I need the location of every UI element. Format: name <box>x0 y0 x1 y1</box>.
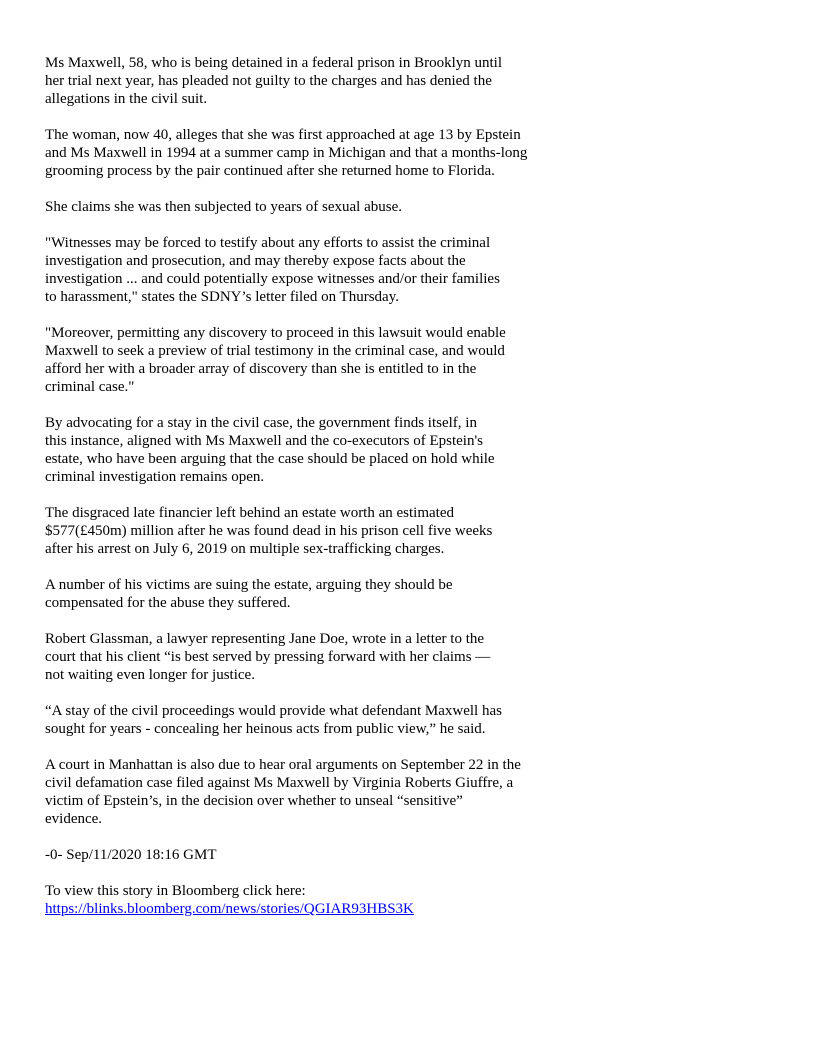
paragraph-line: allegations in the civil suit. <box>45 91 208 107</box>
article-paragraph <box>45 576 565 612</box>
paragraph-line: sought for years - concealing her heinous acts from public view,” he said. <box>45 721 486 737</box>
paragraph-line: after his arrest on July 6, 2019 on multiple sex-trafficking charges. <box>45 541 445 557</box>
article-paragraph <box>45 756 565 828</box>
paragraph-line: The woman, now 40, alleges that she was first approached at age 13 by Epstein <box>45 127 521 143</box>
view-story-block <box>45 882 565 918</box>
paragraph-line: to harassment," states the SDNY’s letter filed on Thursday. <box>45 289 399 305</box>
paragraph-line: her trial next year, has pleaded not guilty to the charges and has denied the <box>45 73 492 89</box>
article-paragraph <box>45 198 565 216</box>
article-paragraph <box>45 126 565 180</box>
article-paragraph <box>45 702 565 738</box>
paragraph-line: “A stay of the civil proceedings would provide what defendant Maxwell has <box>45 703 502 719</box>
paragraph-line: By advocating for a stay in the civil case, the government finds itself, in <box>45 415 477 431</box>
paragraph-line: "Moreover, permitting any discovery to proceed in this lawsuit would enable <box>45 325 506 341</box>
bloomberg-story-link[interactable]: https://blinks.bloomberg.com/news/stories/QGIAR93HBS3K <box>45 901 414 917</box>
article-paragraph <box>45 414 565 486</box>
paragraph-line: Ms Maxwell, 58, who is being detained in a federal prison in Brooklyn until <box>45 55 503 71</box>
paragraph-line: victim of Epstein’s, in the decision over whether to unseal “sensitive” <box>45 793 463 809</box>
paragraph-line: investigation and prosecution, and may thereby expose facts about the <box>45 253 466 269</box>
article-paragraph <box>45 324 565 396</box>
paragraph-line: evidence. <box>45 811 103 827</box>
view-story-prompt: To view this story in Bloomberg click here: <box>45 883 306 899</box>
paragraph-line: criminal case." <box>45 379 135 395</box>
article-paragraph <box>45 504 565 558</box>
paragraph-line: grooming process by the pair continued after she returned home to Florida. <box>45 163 495 179</box>
article-paragraph <box>45 234 565 306</box>
paragraph-line: and Ms Maxwell in 1994 at a summer camp in Michigan and that a months-long <box>45 145 528 161</box>
paragraph-line: She claims she was then subjected to years of sexual abuse. <box>45 199 402 215</box>
paragraph-line: criminal investigation remains open. <box>45 469 265 485</box>
article-paragraphs <box>45 54 565 828</box>
paragraph-line: Robert Glassman, a lawyer representing Jane Doe, wrote in a letter to the <box>45 631 485 647</box>
paragraph-line: estate, who have been arguing that the case should be placed on hold while <box>45 451 495 467</box>
paragraph-line: Maxwell to seek a preview of trial testimony in the criminal case, and would <box>45 343 505 359</box>
paragraph-line: investigation ... and could potentially expose witnesses and/or their families <box>45 271 500 287</box>
dateline-text: -0- Sep/11/2020 18:16 GMT <box>45 847 217 863</box>
paragraph-line: this instance, aligned with Ms Maxwell and the co-executors of Epstein's <box>45 433 484 449</box>
paragraph-line: court that his client “is best served by pressing forward with her claims — <box>45 649 491 665</box>
paragraph-line: "Witnesses may be forced to testify about any efforts to assist the criminal <box>45 235 491 251</box>
paragraph-line: afford her with a broader array of discovery than she is entitled to in the <box>45 361 477 377</box>
article-paragraph <box>45 630 565 684</box>
paragraph-line: civil defamation case filed against Ms Maxwell by Virginia Roberts Giuffre, a <box>45 775 514 791</box>
paragraph-line: $577(£450m) million after he was found dead in his prison cell five weeks <box>45 523 493 539</box>
paragraph-line: compensated for the abuse they suffered. <box>45 595 291 611</box>
paragraph-line: The disgraced late financier left behind an estate worth an estimated <box>45 505 454 521</box>
paragraph-line: A court in Manhattan is also due to hear oral arguments on September 22 in the <box>45 757 521 773</box>
article-body <box>45 54 565 936</box>
paragraph-line: not waiting even longer for justice. <box>45 667 255 683</box>
article-paragraph <box>45 54 565 108</box>
dateline <box>45 846 565 864</box>
paragraph-line: A number of his victims are suing the estate, arguing they should be <box>45 577 453 593</box>
